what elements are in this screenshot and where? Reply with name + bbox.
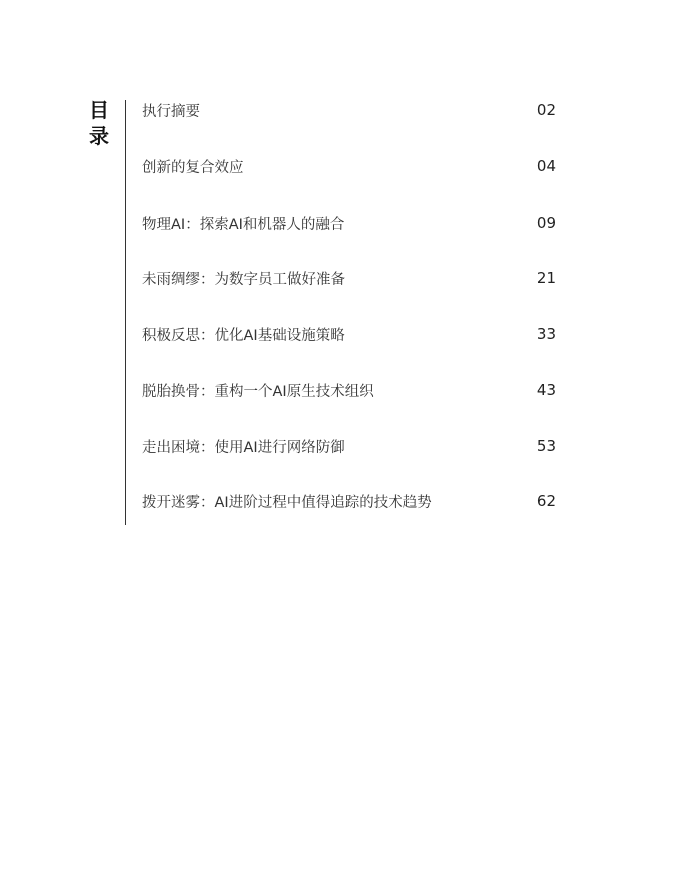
toc-entry[interactable] — [142, 436, 556, 456]
toc-entry[interactable] — [142, 213, 556, 233]
toc-entry[interactable] — [142, 156, 556, 176]
toc-entry-title: 走出困境：使用AI进行网络防御 — [142, 439, 345, 456]
toc-entry-title: 创新的复合效应 — [142, 159, 244, 176]
toc-entry-title: 执行摘要 — [142, 103, 200, 120]
toc-entry-page: 04 — [536, 157, 556, 175]
toc-divider — [125, 100, 126, 525]
toc-heading-char-2: 录 — [89, 124, 109, 148]
toc-entry[interactable] — [142, 380, 556, 400]
toc-heading-char-1: 目 — [89, 98, 109, 122]
toc-entry[interactable] — [142, 491, 556, 511]
toc-entry[interactable] — [142, 324, 556, 344]
toc-entry-page: 62 — [536, 492, 556, 510]
toc-entry-title: 物理AI：探索AI和机器人的融合 — [142, 216, 345, 233]
toc-heading — [88, 97, 110, 149]
toc-entry-title: 未雨绸缪：为数字员工做好准备 — [142, 271, 345, 288]
toc-entry-title: 脱胎换骨：重构一个AI原生技术组织 — [142, 383, 374, 400]
toc-entry[interactable] — [142, 100, 556, 120]
toc-entry-page: 09 — [536, 214, 556, 232]
toc-entry-page: 02 — [536, 101, 556, 119]
toc-entry[interactable] — [142, 268, 556, 288]
toc-entry-title: 拨开迷雾：AI进阶过程中值得追踪的技术趋势 — [142, 494, 432, 511]
toc-entry-page: 33 — [536, 325, 556, 343]
toc-entry-page: 21 — [536, 269, 556, 287]
toc-entry-page: 43 — [536, 381, 556, 399]
toc-entry-page: 53 — [536, 437, 556, 455]
toc-entry-title: 积极反思：优化AI基础设施策略 — [142, 327, 345, 344]
